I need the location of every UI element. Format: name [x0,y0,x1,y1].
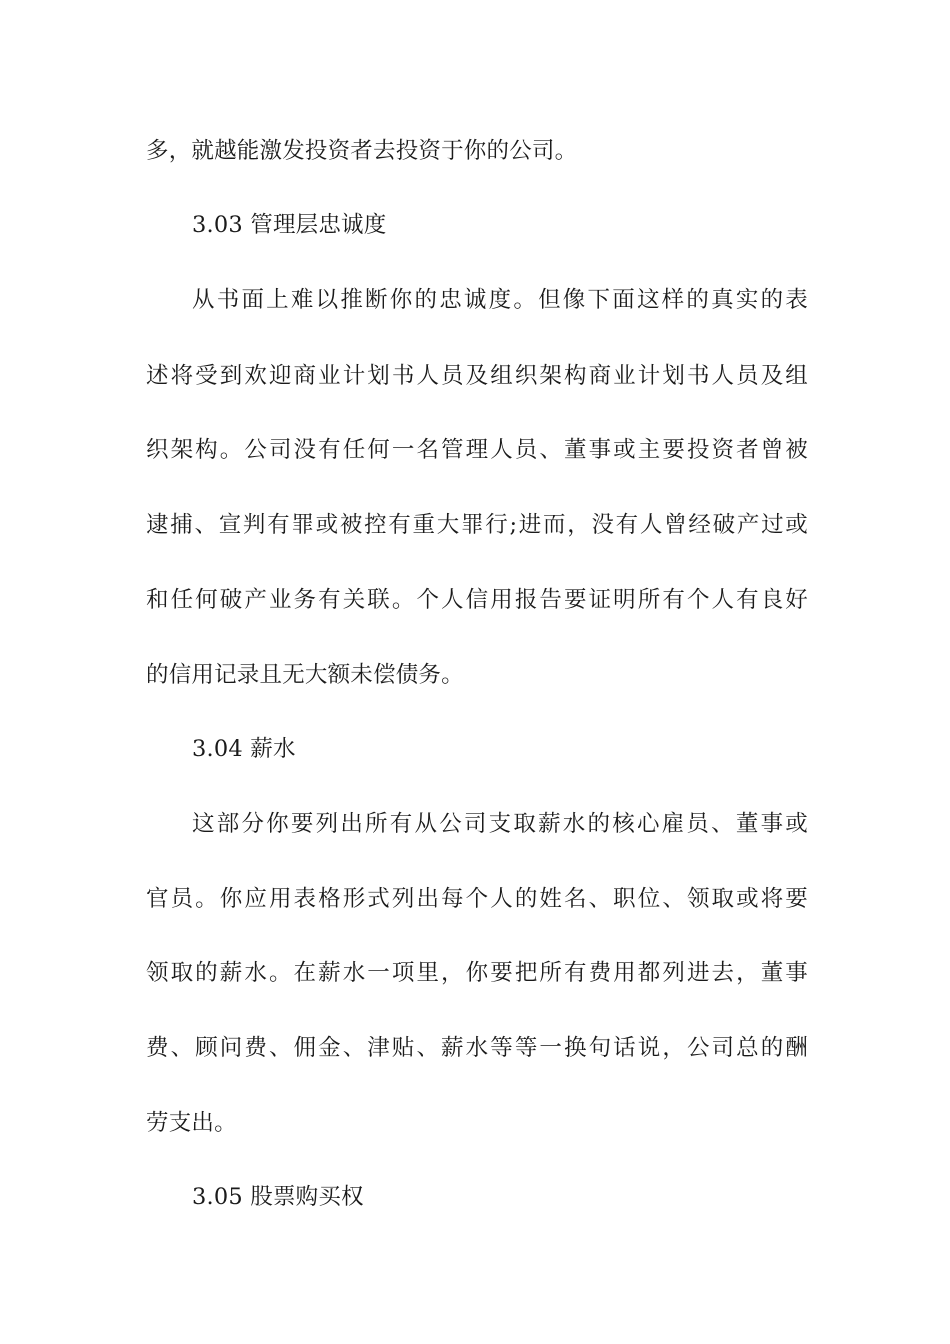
paragraph-line: 费、顾问费、佣金、津贴、薪水等等一换句话说，公司总的酬 [146,1035,808,1061]
paragraph-line: 这部分你要列出所有从公司支取薪水的核心雇员、董事或 [192,811,808,837]
paragraph-line: 官员。你应用表格形式列出每个人的姓名、职位、领取或将要 [146,886,808,912]
paragraph-line: 和任何破产业务有关联。个人信用报告要证明所有个人有良好 [146,587,808,613]
paragraph-line: 领取的薪水。在薪水一项里，你要把所有费用都列进去，董事 [146,960,808,986]
paragraph-line: 劳支出。 [146,1110,237,1136]
section-heading: 3.04 薪水 [192,736,296,762]
paragraph-line: 逮捕、宣判有罪或被控有重大罪行;进而，没有人曾经破产过或 [146,512,808,538]
section-heading: 3.05 股票购买权 [192,1184,364,1210]
paragraph-line: 织架构。公司没有任何一名管理人员、董事或主要投资者曾被 [146,437,808,463]
paragraph-line: 从书面上难以推断你的忠诚度。但像下面这样的真实的表 [192,287,808,313]
paragraph-line: 的信用记录且无大额未偿债务。 [146,662,464,688]
section-heading: 3.03 管理层忠诚度 [192,212,387,238]
paragraph-line: 多，就越能激发投资者去投资于你的公司。 [146,138,578,164]
paragraph-line: 述将受到欢迎商业计划书人员及组织架构商业计划书人员及组 [146,363,808,389]
